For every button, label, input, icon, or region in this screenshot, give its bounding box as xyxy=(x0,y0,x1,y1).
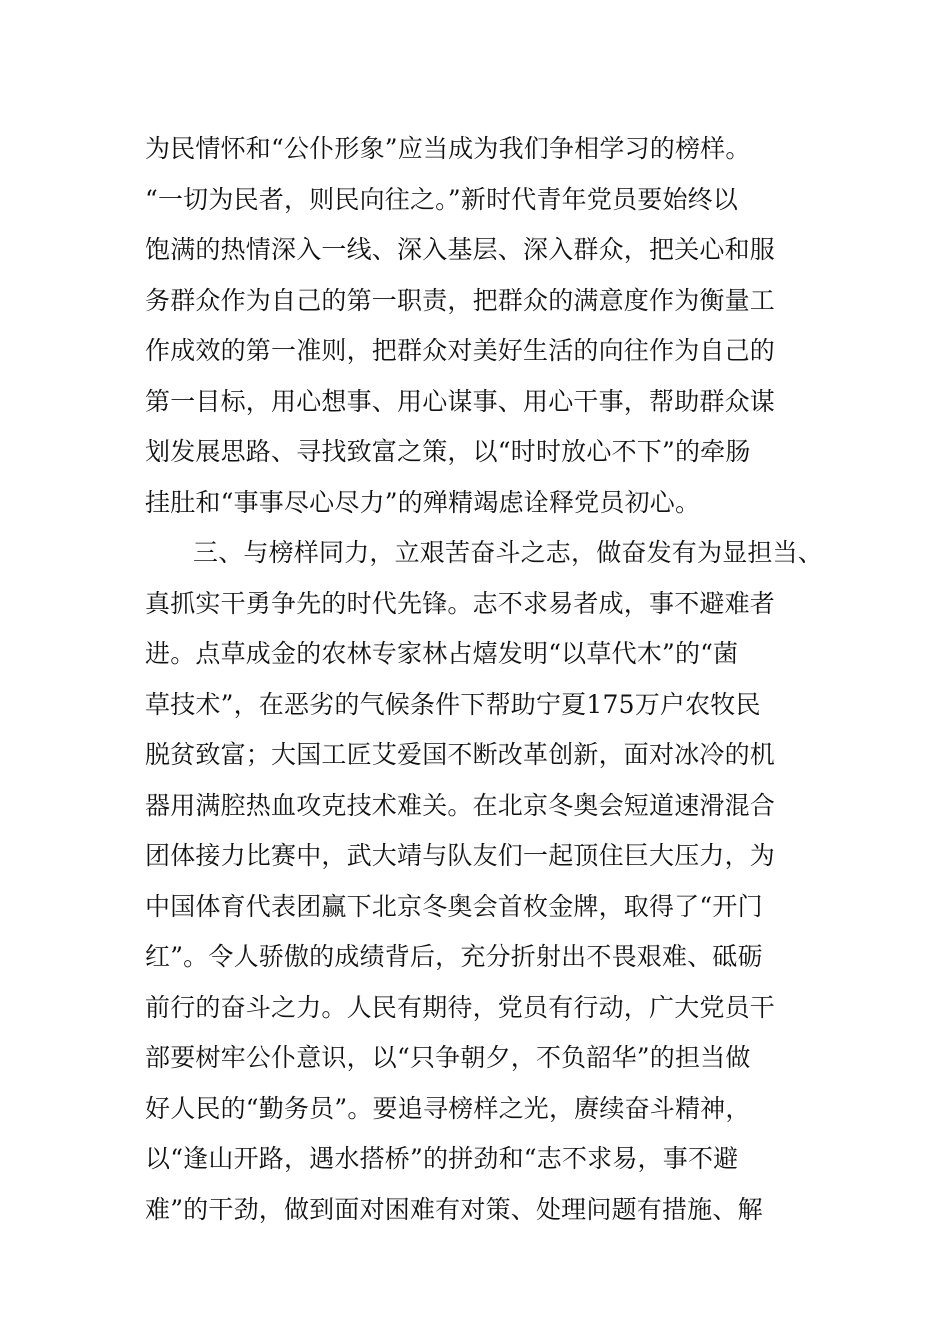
text-line: 划发展思路、寻找致富之策，以“时时放心不下”的牵肠 xyxy=(145,437,751,466)
text-line: 作成效的第一准则，把群众对美好生活的向往作为自己的 xyxy=(145,336,776,365)
text-line: 进。点草成金的农林专家林占熺发明“以草代木”的“菌 xyxy=(145,639,739,668)
text-line: 脱贫致富；大国工匠艾爱国不断改革创新，面对冰冷的机 xyxy=(145,740,776,769)
text-line: 难”的干劲，做到面对困难有对策、处理问题有措施、解 xyxy=(145,1194,763,1224)
text-line: 挂肚和“事事尽心尽力”的殚精竭虑诠释党员初心。 xyxy=(145,487,701,517)
text-line: “一切为民者，则民向往之。”新时代青年党员要始终以 xyxy=(145,184,739,214)
text-line: 前行的奋斗之力。人民有期待，党员有行动，广大党员干 xyxy=(145,992,776,1022)
text-line: 为民情怀和“公仆形象”应当成为我们争相学习的榜样。 xyxy=(145,134,751,163)
text-line: 部要树牢公仆意识，以“只争朝夕，不负韶华”的担当做 xyxy=(145,1043,751,1072)
text-line: 务群众作为自己的第一职责，把群众的满意度作为衡量工 xyxy=(145,285,776,315)
body-text xyxy=(145,124,845,1235)
text-line: 团体接力比赛中，武大靖与队友们一起顶住巨大压力，为 xyxy=(145,841,776,870)
text-line: 以“逢山开路，遇水搭桥”的拼劲和“志不求易，事不避 xyxy=(145,1144,739,1173)
text-line: 饱满的热情深入一线、深入基层、深入群众，把关心和服 xyxy=(145,235,776,264)
text-line: 真抓实干勇争先的时代先锋。志不求易者成，事不避难者 xyxy=(145,588,776,618)
text-line: 第一目标，用心想事、用心谋事、用心干事，帮助群众谋 xyxy=(145,386,776,416)
text-line: 器用满腔热血攻克技术难关。在北京冬奥会短道速滑混合 xyxy=(145,790,776,820)
section-heading-line: 三、与榜样同力，立艰苦奋斗之志，做奋发有为显担当、 xyxy=(193,538,824,567)
text-line: 好人民的“勤务员”。要追寻榜样之光，赓续奋斗精神， xyxy=(145,1093,751,1123)
text-line: 红”。令人骄傲的成绩背后，充分折射出不畏艰难、砥砺 xyxy=(145,942,763,971)
text-line: 中国体育代表团赢下北京冬奥会首枚金牌，取得了“开门 xyxy=(145,891,763,921)
text-line: 草技术”，在恶劣的气候条件下帮助宁夏175万户农牧民 xyxy=(145,689,761,719)
